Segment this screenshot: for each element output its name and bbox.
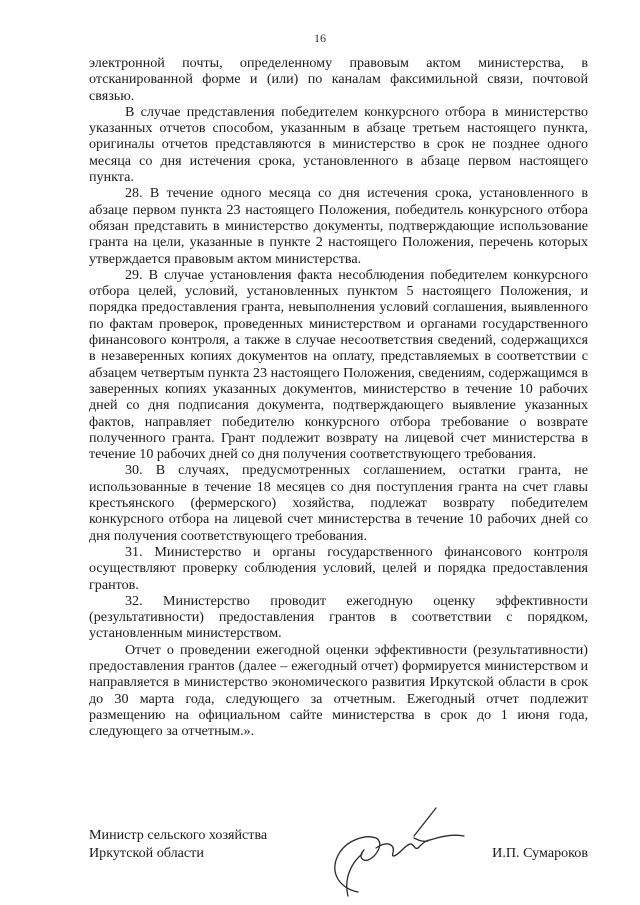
- signatory-name: И.П. Сумароков: [492, 845, 588, 861]
- paragraph-continuation: электронной почты, определенному правовым актом министерства, в отсканированной форме и (или) по каналам факсимильной связи, почтовой связью.: [89, 55, 588, 104]
- paragraph-clause-31: 31. Министерство и органы государственного финансового контроля осуществляют проверку соблюдения условий, целей и порядка предоставления грантов.: [89, 543, 588, 593]
- signatory-title-line2: Иркутской области: [89, 845, 204, 861]
- signatory-title-line1: Министр сельского хозяйства: [89, 827, 268, 843]
- paragraph-clause-32: 32. Министерство проводит ежегодную оценку эффективности (результативности) предоставления грантов в соответствии с порядком, установленным министерством.: [89, 592, 588, 642]
- paragraph-clause-30: 30. В случаях, предусмотренных соглашением, остатки гранта, не использованные в течение 18 месяцев со дня поступления гранта на счет главы крестьянского (фермерского) хозяйства, подлежат возврату победителем конкурсного отбора на лицевой счет министерства в течение 10 рабочих дней со дня получения соответствующего требования.: [89, 462, 588, 544]
- paragraph-clause-29: 29. В случае установления факта несоблюдения победителем конкурсного отбора целей, условий, установленных пунктом 5 настоящего Положения, и порядка предоставления гранта, невыполнения условий соглашения, выявленного по фактам проверок, проведенных министерством и органами государственного финансового контроля, а также в случае несоответствия сведений, содержащихся в незаверенных копиях документов на оплату, представляемых в соответствии с абзацем четвертым пункта 23 настоящего Положения, сведениям, содержащимся в заверенных копиях указанных документов, министерство в течение 10 рабочих дней со дня подписания документа, подтверждающего выявление указанных фактов, направляет победителю конкурсного отбора требование о возврате полученного гранта. Грант подлежит возврату на лицевой счет министерства в течение 10 рабочих дней со дня получения соответствующего требования.: [89, 266, 588, 463]
- paragraph-annual-report: Отчет о проведении ежегодной оценки эффективности (результативности) предоставления грантов (далее – ежегодный отчет) формируется министерством и направляется в министерство экономического развития Иркутской области в срок до 30 марта года, следующего за отчетным. Ежегодный отчет подлежит размещению на официальном сайте министерства в срок до 1 июня года, следующего за отчетным.».: [89, 641, 588, 740]
- paragraph-clause-28: 28. В течение одного месяца со дня истечения срока, установленного в абзаце первом пункта 23 настоящего Положения, победитель конкурсного отбора обязан представить в министерство документы, подтверждающие использование гранта на цели, указанные в пункте 2 настоящего Положения, перечень которых утверждается правовым актом министерства.: [89, 185, 588, 267]
- paragraph-originals-submission: В случае представления победителем конкурсного отбора в министерство указанных отчетов способом, указанным в абзаце третьем настоящего пункта, оригиналы отчетов представляются в министерство в срок не позднее одного месяца со дня истечения срока, установленного в абзаце первом настоящего пункта.: [89, 103, 588, 186]
- page-number: 16: [314, 31, 326, 45]
- handwritten-signature-icon: [318, 800, 468, 900]
- document-body: [89, 55, 588, 739]
